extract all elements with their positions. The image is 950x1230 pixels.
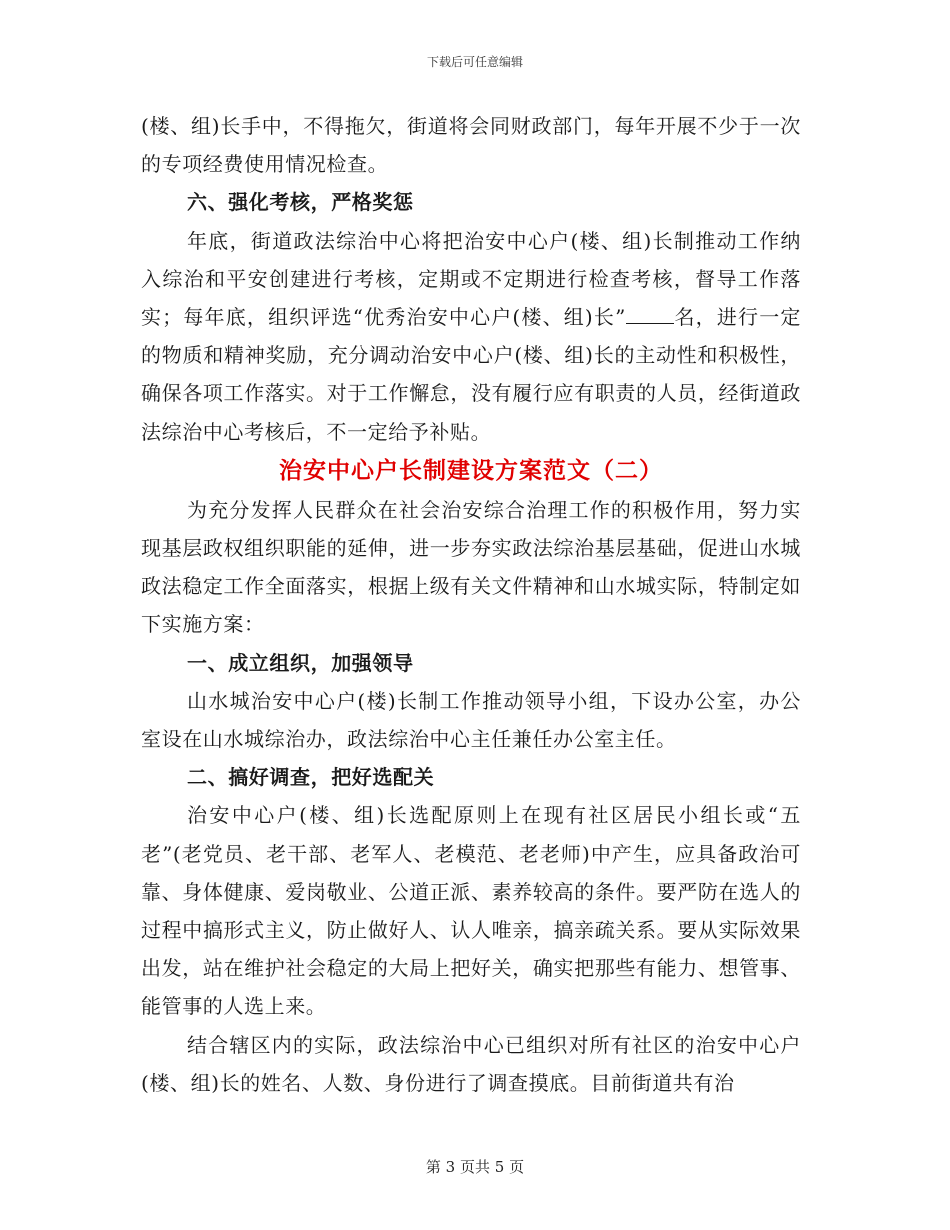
document-title: 治安中心户长制建设方案范文（二） (279, 456, 663, 484)
page-number: 第 3 页共 5 页 (425, 1158, 525, 1176)
document-body (141, 107, 801, 1102)
section-heading-6: 六、强化考核，严格奖惩 (187, 190, 414, 215)
paragraph-funding-check: (楼、组)长手中，不得拖欠，街道将会同财政部门，每年开展不少于一次的专项经费使用情况检查。 (141, 114, 801, 177)
paragraph-assessment-part1: 年底，街道政法综治中心将把治安中心户(楼、组)长制推动工作纳入综治和平安创建进行考核，定期或不定期进行检查考核，督导工作落实；每年底，组织评选“优秀治安中心户(楼、组)长” (141, 228, 801, 330)
paragraph-assessment-part2: 名，进行一定的物质和精神奖励，充分调动治安中心户(楼、组)长的主动性和积极性，确保各项工作落实。对于工作懈怠，没有履行应有职责的人员，经街道政法综治中心考核后，不一定给予补贴。 (141, 305, 801, 444)
section-heading-2: 二、搞好调查，把好选配关 (187, 765, 435, 790)
paragraph-survey: 结合辖区内的实际，政法综治中心已组织对所有社区的治安中心户(楼、组)长的姓名、人数、身份进行了调查摸底。目前街道共有治 (141, 1032, 801, 1095)
paragraph-organization: 山水城治安中心户(楼)长制工作推动领导小组，下设办公室，办公室设在山水城综治办，政法综治中心主任兼任办公室主任。 (141, 688, 801, 752)
paragraph-assessment (141, 222, 801, 451)
paragraph-selection: 治安中心户(楼、组)长选配原则上在现有社区居民小组长或“五老”(老党员、老干部、老军人、老模范、老老师)中产生，应具备政治可靠、身体健康、爱岗敬业、公道正派、素养较高的条件。要严防在选人的过程中搞形式主义，防止做好人、认人唯亲，搞亲疏关系。要从实际效果出发，站在维护社会稳定的大局上把好关，确实把那些有能力、想管事、能管事的人选上来。 (141, 803, 801, 1019)
paragraph-intro: 为充分发挥人民群众在社会治安综合治理工作的积极作用，努力实现基层政权组织职能的延伸，进一步夯实政法综治基层基础，促进山水城政法稳定工作全面落实，根据上级有关文件精神和山水城实际，特制定如下实施方案： (141, 497, 801, 637)
section-heading-1: 一、成立组织，加强领导 (187, 650, 414, 675)
page-header-note: 下载后可任意编辑 (426, 55, 523, 69)
fill-in-blank (626, 305, 674, 324)
